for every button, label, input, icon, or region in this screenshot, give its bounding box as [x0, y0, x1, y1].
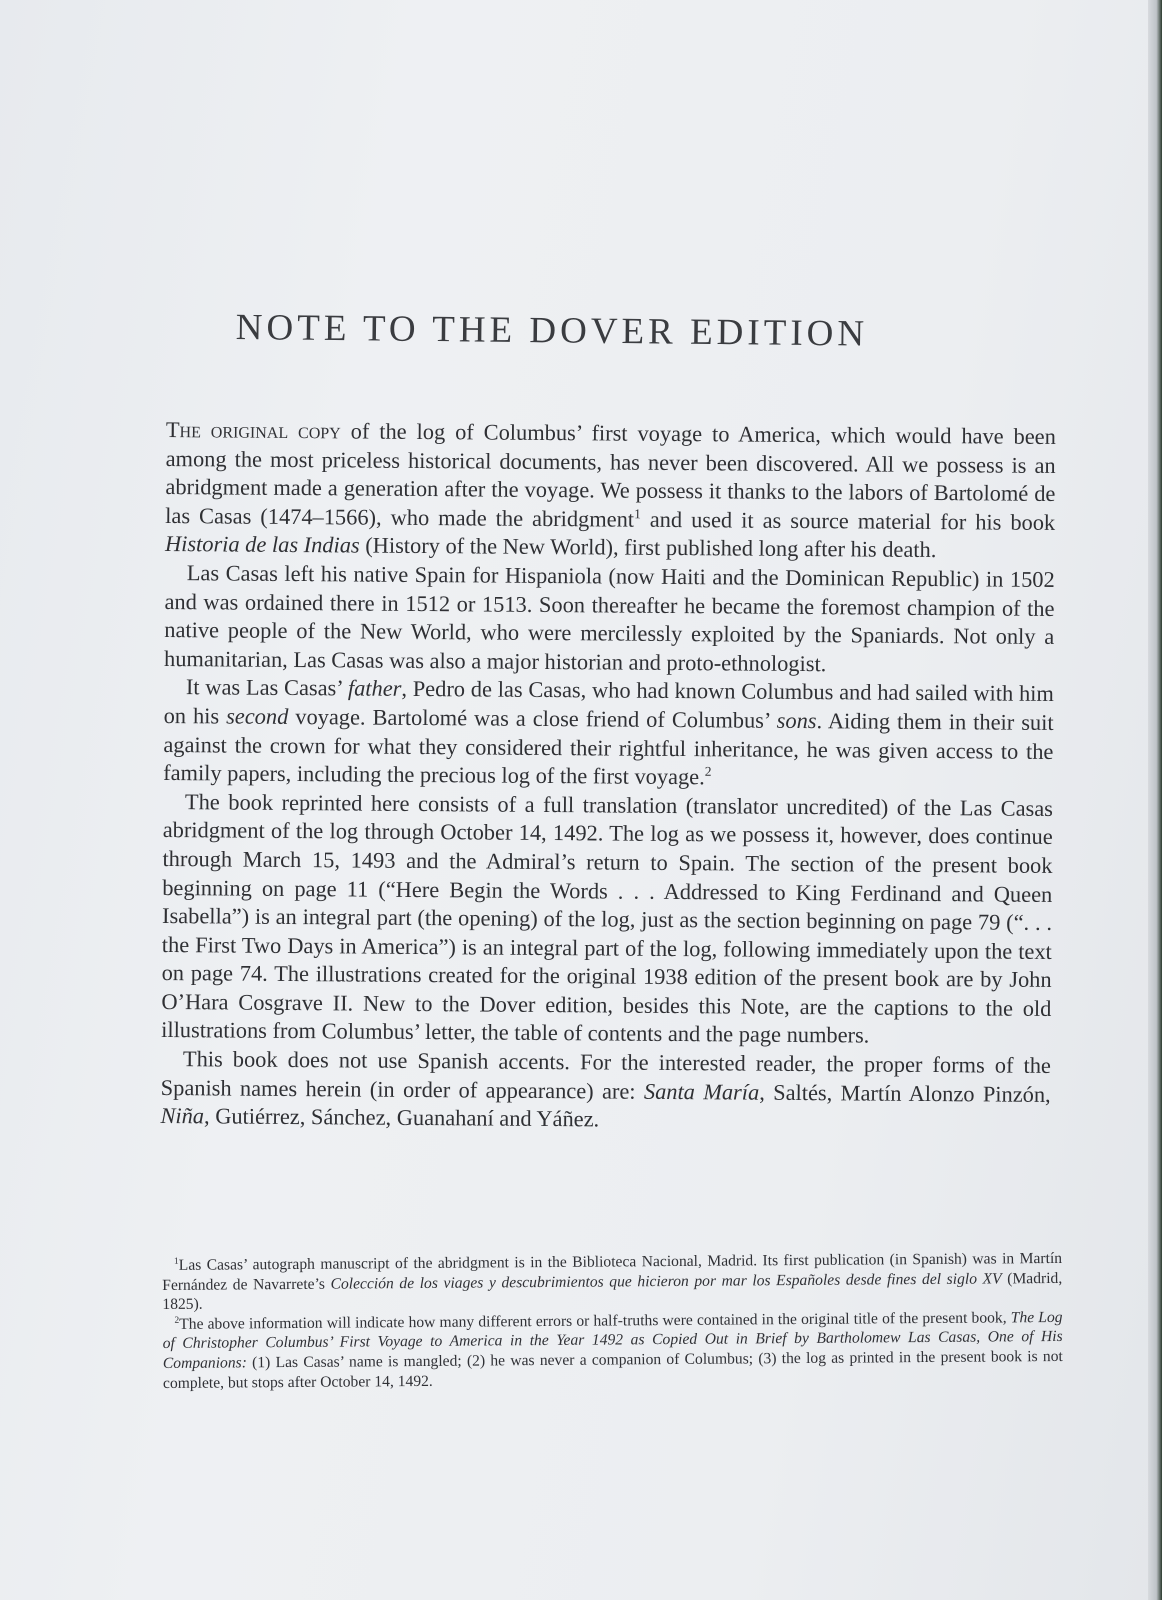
- paragraph-1-text-a: of the log of Columbus’ first voyage to America, which would have been among the most priceless historical documents, has never been discovered. All we possess is an abridgment made a generation after the voyage. We possess it thanks to the labors of Bartolomé de las Casas (1474–1566), who made the abridgment: [165, 418, 1056, 532]
- paragraph-3-text-d: . Aiding them in their suit against the crown for what they considered their rightful inheritance, he was given access to the family papers, including the precious log of the first voyage.: [163, 708, 1054, 790]
- paragraph-5-text-b: , Saltés, Martín Alonzo Pinzón,: [759, 1079, 1051, 1107]
- footnote-2: [162, 1308, 1063, 1393]
- book-title-italic: Historia de las Indias: [164, 531, 360, 558]
- footnote-1-italic: Colección de los viages y descubrimientos que hicieron por mar los Españoles desde fines del siglo XV: [330, 1270, 1002, 1293]
- page-edge: [1148, 0, 1162, 1600]
- paragraph-3-text-a: It was Las Casas’: [185, 674, 349, 701]
- paragraph-5-text-c: , Gutiérrez, Sánchez, Guanahaní and Yáñez.: [203, 1103, 600, 1132]
- paragraph-2: Las Casas left his native Spain for Hispaniola (now Haiti and the Dominican Republic) in 1502 and was ordained there in 1512 or 1513. Soon thereafter he became the foremost champion of the native people of the New World, who were mercilessly exploited by the Spaniards. Not only a humanitarian, Las Casas was also a major historian and proto-ethnologist.: [163, 560, 1055, 676]
- paragraph-5-text-a: This book does not use Spanish accents. For the interested reader, the proper forms of the Spanish names herein (in order of appearance) are:: [160, 1046, 1052, 1104]
- footnote-1: [162, 1249, 1062, 1315]
- paragraph-1: [165, 416, 1056, 566]
- italic-sons: sons: [776, 707, 817, 734]
- footnote-1-number: 1: [174, 1256, 179, 1267]
- footnotes: [162, 1249, 1063, 1393]
- paragraph-3: [163, 673, 1054, 794]
- lead-in-small-caps: The original copy: [165, 416, 341, 444]
- paragraph-3-text-b: , Pedro de las Casas, who had known Columbus and had sailed with him on his: [163, 676, 1054, 729]
- footnote-2-italic: The Log of Christopher Columbus’ First Voyage to America in the Year 1492 as Copied Out in Brief by Bartholomew Las Casas, One of His Companions:: [162, 1308, 1063, 1372]
- paragraph-1-text-b: and used it as source material for his book: [640, 506, 1056, 535]
- footnote-2-text-b: (1) Las Casas’ name is mangled; (2) he was never a companion of Columbus; (3) the log as printed in the present book is not complete, but stops after October 14, 1492.: [162, 1347, 1063, 1392]
- footnote-ref-2: 2: [704, 763, 712, 779]
- footnote-1-text-a: Las Casas’ autograph manuscript of the abridgment is in the Biblioteca Nacional, Madrid. Its first publication (in Spanish) was in Martín Fernández de Navarrete’s: [162, 1249, 1063, 1294]
- paragraph-1-text-c: (History of the New World), first published long after his death.: [359, 532, 937, 563]
- italic-santa-maria: Santa María: [643, 1078, 760, 1105]
- footnote-2-text-a: The above information will indicate how many different errors or half-truths were contained in the original title of the present book,: [179, 1309, 1011, 1333]
- paragraph-5: [160, 1045, 1051, 1138]
- paragraph-4: The book reprinted here consists of a full translation (translator uncredited) of the Las Casas abridgment of the log through October 14, 1492. The log as we possess it, however, does continue through March 15, 1493 and the Admiral’s return to Spain. The section of the present book beginning on page 11 (“Here Begin the Words . . . Addressed to King Ferdinand and Queen Isabella”) is an integral part (the opening) of the log, just as the section beginning on page 79 (“. . . the First Two Days in America”) is an integral part of the log, following immediately upon the text on page 74. The illustrations created for the original 1938 edition of the present book are by John O’Hara Cosgrave II. New to the Dover edition, besides this Note, are the captions to the old illustrations from Columbus’ letter, the table of contents and the page numbers.: [161, 788, 1054, 1049]
- page-title: NOTE TO THE DOVER EDITION: [235, 306, 869, 355]
- paragraph-3-text-c: voyage. Bartolomé was a close friend of Columbus’: [288, 703, 777, 733]
- body-text: [160, 416, 1056, 1138]
- italic-father: father: [347, 675, 402, 702]
- italic-nina: Niña: [160, 1103, 205, 1129]
- footnote-ref-1: 1: [634, 505, 641, 522]
- footnote-1-text-b: (Madrid, 1825).: [162, 1269, 1063, 1314]
- italic-second: second: [226, 703, 289, 729]
- footnote-2-number: 2: [174, 1315, 180, 1326]
